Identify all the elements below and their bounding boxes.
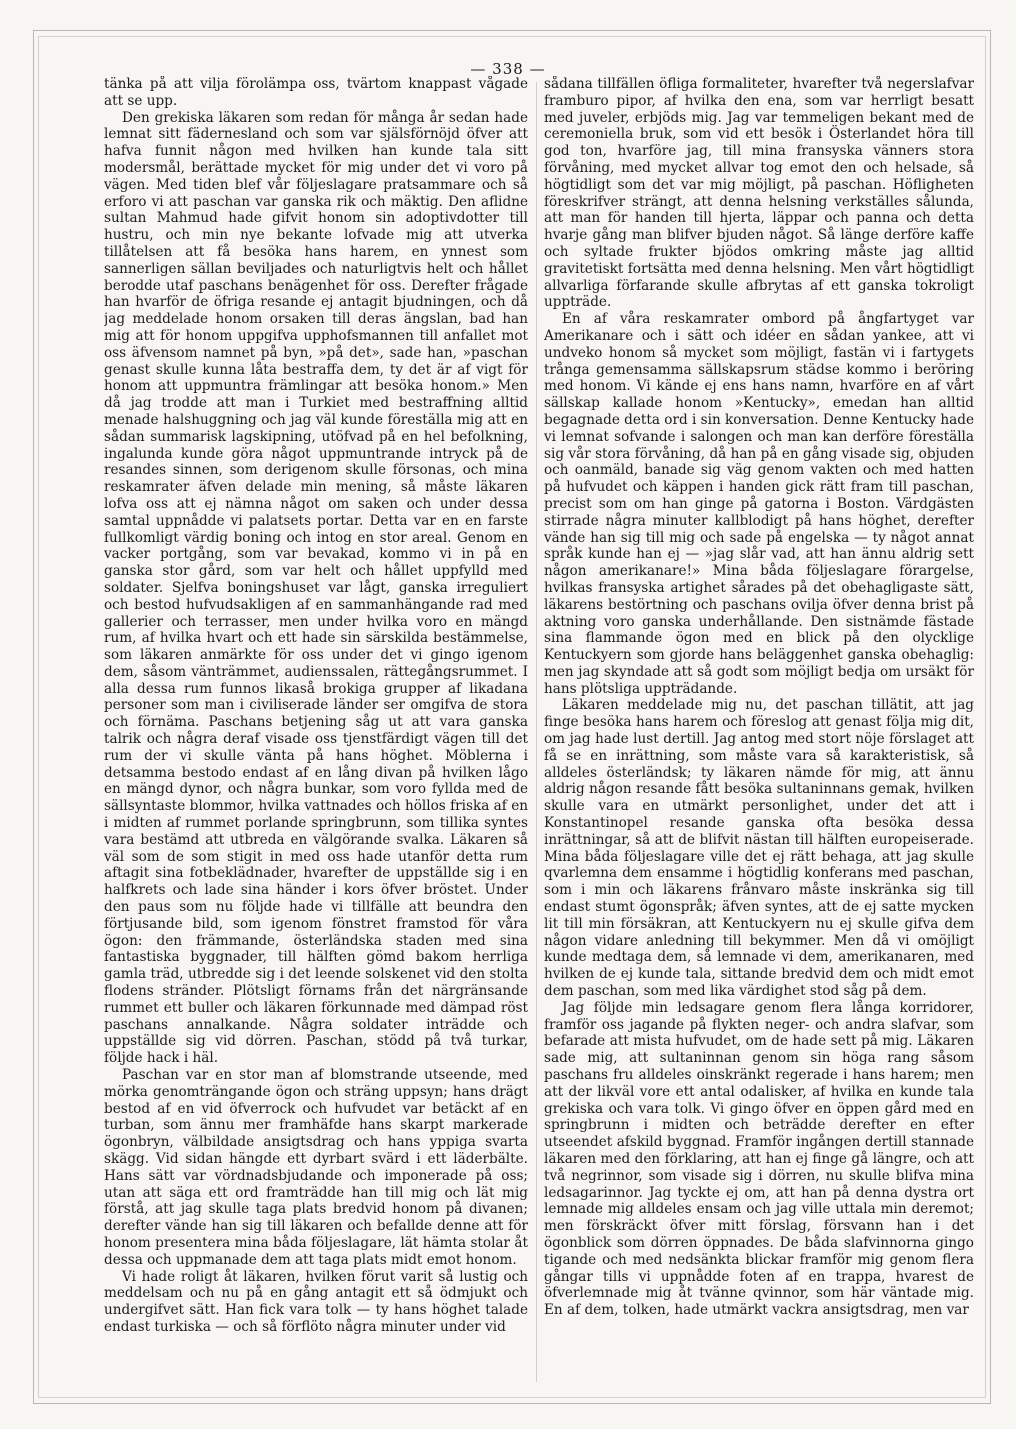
page-number: — 338 — bbox=[470, 60, 546, 78]
paragraph: Läkaren meddelade mig nu, det paschan tillätit, att jag finge besöka hans harem och föreslog att genast följa mig dit, om jag hade lust dertill. Jag antog med stort nöje förslaget att få se en inrättning, som måste vara så karakteristisk, så alldeles österländsk; ty läkaren nämde för mig, att ännu aldrig någon resande fått besöka sultaninnans gemak, hvilken skulle vara en utmärkt personlighet, under det att i Konstantinopel resande ganska ofta besöka dessa inrättningar, så att de blifvit nästan till hälften europeiserade. Mina båda följeslagare ville det ej rätt behaga, att jag skulle qvarlemna dem ensamme i högtidlig konferans med paschan, som i min och läkarens frånvaro måste inskränka sig till endast stumt ögonspråk; äfven syntes, att de ej satte mycken lit till min försäkran, att Kentuckyern nu ej skulle gifva dem någon vidare anledning till bekymmer. Men då vi omöjligt kunde medtaga dem, så lemnade vi dem, amerikanaren, med hvilken de ej kunde tala, sittande bredvid dem och midt emot dem paschan, som med lika värdighet stod såg på dem. bbox=[544, 697, 974, 1000]
column-divider bbox=[536, 82, 537, 1382]
paragraph: Den grekiska läkaren som redan för många år sedan hade lemnat sitt fädernesland och som var själsförnöjd öfver att hafva funnit någon med hvilken han kunde tala sitt modersmål, berättade mycket för mig under det vi voro på vägen. Med tiden blef vår följeslagare pratsammare och så erforo vi att paschan var ganska rik och mäktig. Den aflidne sultan Mahmud hade gifvit honom sin adoptivdotter till hustru, och min nye bekante lofvade mig att utverka tillåtelsen att få besöka hans harem, en ynnest som sannerligen sällan beviljades och naturligtvis helt och hållet berodde utaf paschans benägenhet för oss. Derefter frågade han hvarför de öfriga resande ej antagit bjudningen, och då jag meddelade honom orsaken till deras ängslan, bad han mig att för honom uppgifva upphofsmannen till anfallet mot oss äfvensom namnet på byn, »på det», sade han, »paschan genast skulle kunna låta bestraffa dem, ty det är af vigt för honom att uppmuntra främlingar att besöka honom.» Men då jag trodde att man i Turkiet med bestraffning alltid menade halshuggning och jag väl kunde föreställa mig att en sådan summarisk lagskipning, utöfvad på en hel befolkning, ingalunda kunde göra något uppmuntrande intryck på de resandes sinnen, som derigenom skulle försonas, och mina reskamrater äfven delade min mening, så måste läkaren lofva oss att ej nämna något om saken och under dessa samtal uppnådde vi palatsets portar. Detta var en en farste fullkomligt värdig boning och intog en stor areal. Genom en vacker portgång, som var bevakad, kommo vi in på en ganska stor gård, som var helt och hållet uppfylld med soldater. Sjelfva boningshuset var lågt, ganska irreguliert och bestod hufvudsakligen af en sammanhängande rad med gallerier och terrasser, men under hvilka voro en mängd rum, af hvilka hvart och ett hade sin särskilda bestämmelse, som läkaren anmärkte för oss under det vi gingo igenom dem, såsom vänträmmet, audienssalen, rättegångsrummet. I alla dessa rum funnos likaså brokiga grupper af likadana personer som man i civiliserade länder ser omgifva de stora och förnäma. Paschans betjening såg ut att vara ganska talrik och några deraf visade oss tjenstfärdigt vägen till det rum der vi skulle vänta på hans höghet. Möblerna i detsamma bestodo endast af en lång divan på hvilken lågo en mängd dynor, och några bunkar, som voro fyllda med de sällsyntaste blommor, hvilka vattnades och höllos friska af en i midten af rummet porlande springbrunn, som tillika syntes vara bestämd att utbreda en välgörande svalka. Läkaren så väl som de som stigit in med oss hade utanför detta rum aftagit sina fotbeklädnader, hvarefter de uppställde sig i en halfkrets och lade sina händer i kors öfver bröstet. Under den paus som nu följde hade vi tillfälle att beundra den förtjusande bild, som igenom fönstret framstod för våra ögon: den främmande, österländska staden med sina fantastiska byggnader, till hälften gömd bakom herrliga gamla träd, utbredde sig i det leende solskenet vid den stolta flodens stränder. Plötsligt förnams från det närgränsande rummet ett buller och läkaren förkunnade med dämpad röst paschans annalkande. Några soldater inträdde och uppställde sig vid dörren. Paschan, stödd på två turkar, följde hack i häl. bbox=[104, 109, 528, 1067]
paragraph: Paschan var en stor man af blomstrande utseende, med mörka genomträngande ögon och sträng uppsyn; hans drägt bestod af en vid öfverrock och hufvudet var betäckt af en turban, som ännu mer framhäfde hans skarpt markerade ögonbryn, välbildade ansigtsdrag och hans yppiga svarta skägg. Vid sidan hängde ett dyrbart svärd i ett läderbälte. Hans sätt var vördnadsbjudande och imponerade på oss; utan att säga ett ord framträdde han till mig och lät mig förstå, att jag skulle taga plats bredvid honom på divanen; derefter vände han sig till läkaren och befallde denne att för honom presentera mina båda följeslagare, lät hämta stolar åt dessa och uppmanade dem att taga plats midt emot honom. bbox=[104, 1067, 528, 1268]
paragraph: Vi hade roligt åt läkaren, hvilken förut varit så lustig och meddelsam och nu på en gång antagit ett så ödmjukt och undergifvet sätt. Han fick vara tolk — ty hans höghet talade endast turkiska — och så förflöto några minuter under vid bbox=[104, 1268, 528, 1335]
paragraph: En af våra reskamrater ombord på ångfartyget var Amerikanare och i sätt och idéer en sådan yankee, att vi undveko honom så mycket som möjligt, fastän vi i fartygets trånga gemensamma sällskapsrum städse kommo i beröring med honom. Vi kände ej ens hans namn, hvarföre en af vårt sällskap kallade honom »Kentucky», emedan han alltid begagnade detta ord i sin konversation. Denne Kentucky hade vi lemnat sofvande i salongen och man kan derföre föreställa sig vår stora förvåning, då han på en gång visade sig, objuden och oanmäld, banade sig väg genom vakten och med hatten på hufvudet och käppen i handen gick rätt fram till paschan, precist som om han ginge på gatorna i Boston. Värdgästen stirrade några minuter kallblodigt på hans höghet, derefter vände han sig till mig och sade på engelska — ty något annat språk kunde han ej — »jag slår vad, att han ännu aldrig sett någon amerikanare!» Mina båda följeslagare förargelse, hvilkas fransyska artighet sårades på det obehagligaste sätt, läkarens bestörtning och paschans ovilja öfver denna brist på aktning voro ganska underhållande. Den sistnämde fästade sina flammande ögon med en blick på den olycklige Kentuckyern som gjorde hans beläggenhet ganska obehaglig: men jag skyndade att så godt som möjligt bedja om ursäkt för hans plötsliga uppträdande. bbox=[544, 311, 974, 697]
paragraph: sådana tillfällen öfliga formaliteter, hvarefter två negerslafvar framburo pipor, af hvilka den ena, som var herrligt besatt med juveler, erbjöds mig. Jag var temmeligen bekant med de ceremoniella bruk, som vid ett besök i Österlandet höra till god ton, hvarföre jag, till mina fransyska vänners stora förvåning, med mycket allvar tog emot den och helsade, så högtidligt som det var mig möjligt, på paschan. Höfligheten föreskrifver strängt, att denna helsning verkställes sålunda, att man för handen till hjerta, läppar och panna och detta hvarje gång man blifver bjuden något. Så länge derföre kaffe och syltade frukter bjödos omkring måste jag alltid gravitetiskt fortsätta med denna helsning. Men vårt högtidligt allvarliga förfarande skulle afbrytas af ett ganska tokroligt uppträde. bbox=[544, 76, 974, 311]
right-column bbox=[544, 76, 974, 1388]
paragraph: Jag följde min ledsagare genom flera långa korridorer, framför oss jagande på flykten neger- och andra slafvar, som befarade att mista hufvudet, om de hade sett på mig. Läkaren sade mig, att sultaninnan genom sin höga rang såsom paschans fru alldeles oinskränkt regerade i hans harem; men att der likväl vore ett antal odalisker, af hvilka en kunde tala grekiska och vara tolk. Vi gingo öfver en öppen gård med en springbrunn i midten och beträdde derefter en efter utseendet afskild byggnad. Framför ingången dertill stannade läkaren med den förklaring, att han ej finge gå längre, och att två negrinnor, som visade sig i dörren, nu skulle blifva mina ledsagarinnor. Jag tyckte ej om, att han på denna dystra ort lemnade mig alldeles ensam och jag ville uttala min deremot; men förskräckt öfver mitt förslag, försvann han i det ögonblick som dörren öppnades. De båda slafvinnorna gingo tigande och med nedsänkta blickar framför mig genom flera gångar tills vi uppnådde foten af en trappa, hvarest de öfverlemnade mig åt tvänne qvinnor, som här väntade mig. En af dem, tolken, hade utmärkt vackra ansigtsdrag, men var bbox=[544, 999, 974, 1319]
left-column bbox=[104, 76, 528, 1388]
paragraph: tänka på att vilja förolämpa oss, tvärtom knappast vågade att se upp. bbox=[104, 76, 528, 109]
